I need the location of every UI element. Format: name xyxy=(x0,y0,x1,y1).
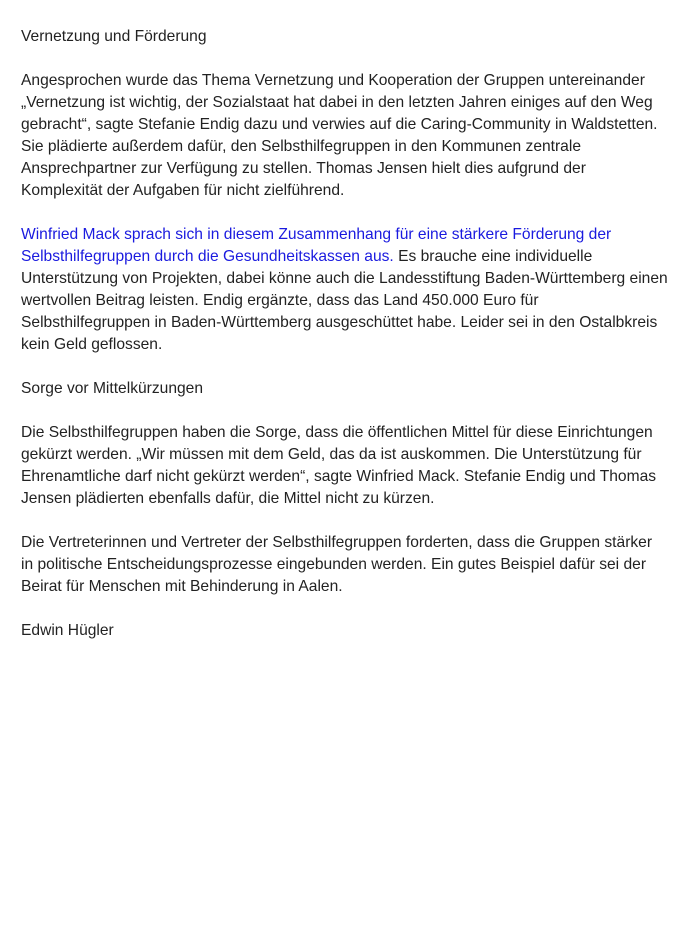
section-heading-mittelkuerzungen: Sorge vor Mittelkürzungen xyxy=(21,380,204,397)
paragraph-vernetzung: Angesprochen wurde das Thema Vernetzung und Kooperation der Gruppen untereinander „Vernetzung ist wichtig, der Sozialstaat hat dabei in den letzten Jahren einiges auf den Weg gebracht“, sagte Stefanie Endig dazu und verwies auf die Caring-Community in Waldstetten. Sie plädierte außerdem dafür, den Selbsthilfegruppen in den Kommunen zentrale Ansprechpartner zur Verfügung zu stellen. Thomas Jensen hielt dies aufgrund der Komplexität der Aufgaben für nicht zielführend. xyxy=(21,72,658,199)
author-name: Edwin Hügler xyxy=(21,622,114,639)
paragraph-sorge: Die Selbsthilfegruppen haben die Sorge, dass die öffentlichen Mittel für diese Einrichtungen gekürzt werden. „Wir müssen mit dem Geld, das da ist auskommen. Die Unterstützung für Ehrenamtliche darf nicht gekürzt werden“, sagte Winfried Mack. Stefanie Endig und Thomas Jensen plädierten ebenfalls dafür, die Mittel nicht zu kürzen. xyxy=(21,424,657,507)
paragraph-vertreter: Die Vertreterinnen und Vertreter der Selbsthilfegruppen forderten, dass die Gruppen stärker in politische Entscheidungsprozesse eingebunden werden. Ein gutes Beispiel dafür sei der Beirat für Menschen mit Behinderung in Aalen. xyxy=(21,534,653,595)
section-heading-vernetzung: Vernetzung und Förderung xyxy=(21,28,207,45)
highlighted-lead-text: Winfried Mack sprach sich in diesem Zusammenhang für eine stärkere Förderung der Selbsthilfegruppen durch die Gesundheitskassen aus. xyxy=(21,226,612,265)
paragraph-foerderung-rest: Es brauche eine individuelle Unterstützung von Projekten, dabei könne auch die Landesstiftung Baden-Württemberg einen wertvollen Beitrag leisten. Endig ergänzte, dass das Land 450.000 Euro für Selbsthilfegruppen in Baden-Württemberg ausgeschüttet habe. Leider sei in den Ostalbkreis kein Geld geflossen. xyxy=(21,248,668,353)
article-body xyxy=(21,26,685,664)
paragraph-foerderung xyxy=(21,224,685,356)
